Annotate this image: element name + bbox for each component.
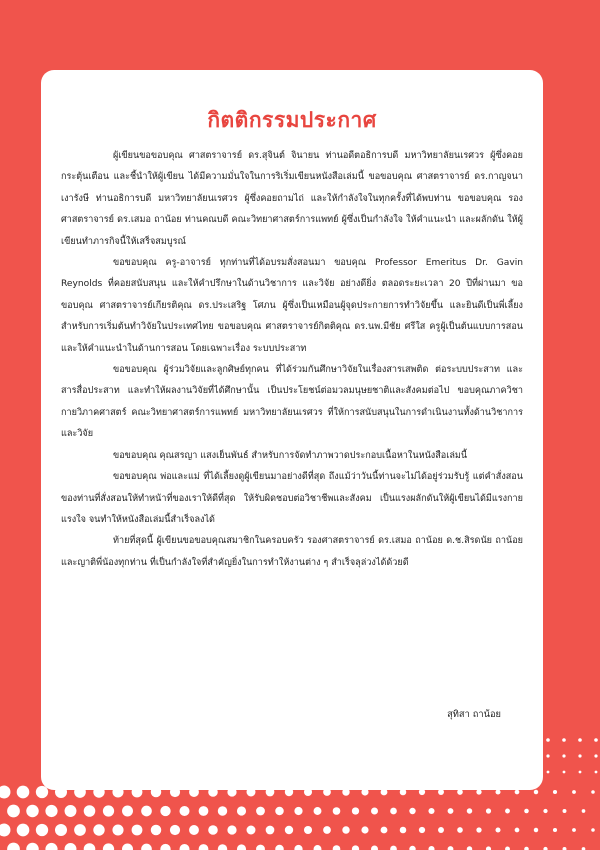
decorative-dot	[409, 808, 415, 814]
decorative-dot	[419, 827, 425, 833]
decorative-dot	[26, 843, 38, 850]
decorative-dot	[294, 845, 302, 850]
decorative-dot	[400, 827, 407, 834]
decorative-dot	[275, 807, 284, 816]
decorative-dot	[17, 786, 30, 799]
decorative-dot	[409, 846, 415, 850]
decorative-dot	[266, 826, 275, 835]
decorative-dot	[256, 807, 265, 816]
decorative-dot	[457, 827, 463, 833]
decorative-dot	[476, 789, 481, 794]
decorative-dot	[352, 845, 359, 850]
decorative-dot	[476, 827, 481, 832]
decorative-dot	[562, 738, 566, 742]
decorative-dot	[591, 790, 595, 794]
decorative-dot	[314, 845, 322, 850]
decorative-dot	[381, 827, 388, 834]
decorative-dot	[371, 846, 378, 850]
decorative-dot	[45, 805, 57, 817]
decorative-dot	[563, 771, 566, 774]
decorative-dot	[546, 738, 550, 742]
decorative-dot	[467, 846, 472, 850]
decorative-dot	[371, 808, 378, 815]
decorative-dot	[572, 828, 576, 832]
decorative-dot	[237, 806, 246, 815]
decorative-dot	[55, 824, 67, 836]
decorative-dot	[594, 738, 598, 742]
decorative-dot	[247, 826, 256, 835]
decorative-dot	[582, 809, 586, 813]
decorative-dot	[467, 808, 472, 813]
decorative-dot	[160, 806, 170, 816]
acknowledgement-body	[61, 146, 523, 574]
decorative-dot	[275, 845, 284, 850]
decorative-dot	[390, 846, 397, 850]
decorative-dot	[572, 790, 576, 794]
decorative-dot	[515, 790, 520, 795]
decorative-dot	[218, 806, 227, 815]
paragraph: ขอขอบคุณ ครู-อาจารย์ ทุกท่านที่ได้อบรมสั่งสอนมา ขอบคุณ Professor Emeritus Dr. Gavin Reynolds ที่คอยสนับสนุน และให้คำปรึกษาในด้านวิชาการ และวิจัย อย่างดียิ่ง ตลอดระยะเวลา 20 ปีที่ผ่านมา ขอขอบคุณ ศาสตราจารย์เกียรติคุณ ดร.ประเสริฐ โศภน ผู้ซึ่งเป็นเหมือนผู้จุดประกายการทำวิจัยขึ้น และยินดีเป็นพี่เลี้ยงสำหรับการเริ่มต้นทำวิจัยในประเทศไทย ขอขอบคุณ ศาสตราจารย์กิตติคุณ ดร.นพ.มีชัย ศรีใส ครูผู้เป็นต้นแบบการสอน และให้คำแนะนำในด้านการสอน โดยเฉพาะเรื่อง ระบบประสาท	[61, 258, 523, 354]
decorative-dot	[428, 846, 434, 850]
decorative-dot	[93, 824, 104, 835]
decorative-dot	[579, 771, 582, 774]
decorative-dot	[7, 843, 20, 850]
decorative-dot	[170, 825, 180, 835]
decorative-dot	[179, 844, 189, 850]
decorative-dot	[333, 845, 341, 850]
decorative-dot	[141, 806, 152, 817]
decorative-dot	[256, 845, 265, 850]
decorative-dot	[515, 828, 520, 833]
decorative-dot	[524, 809, 529, 814]
decorative-dot	[342, 826, 349, 833]
decorative-dot	[179, 806, 189, 816]
paragraph: ท้ายที่สุดนี้ ผู้เขียนขอขอบคุณสมาชิกในครอบครัว รองศาสตราจารย์ ดร.เสมอ ถาน้อย ด.ช.สิรดนัย ถาน้อย และญาติพี่น้องทุกท่าน ที่เป็นกำลังใจที่สำคัญยิ่งในการทำให้งานต่าง ๆ สำเร็จลุล่วงได้ด้วยดี	[61, 536, 523, 568]
decorative-dot	[237, 844, 246, 850]
decorative-dot	[199, 844, 209, 850]
decorative-dot	[543, 809, 547, 813]
decorative-dot	[84, 805, 96, 817]
decorative-dot	[189, 825, 199, 835]
decorative-dot	[218, 844, 227, 850]
paragraph: ผู้เขียนขอขอบคุณ ศาสตราจารย์ ดร.สุจินต์ จินายน ท่านอดีตอธิการบดี มหาวิทยาลัยนเรศวร ผู้ซึ่งคอยกระตุ้นเตือน และชี้นำให้ผู้เขียน ได้มีความมั่นใจในการริเริ่มเขียนหนังสือเล่มนี้ ขอขอบคุณ ศาสตราจารย์ ดร.กาญจนา เงารังษี ท่านอธิการบดี มหาวิทยาลัยนเรศวร ผู้ซึ่งคอยถามไถ่ และให้กำลังใจในทุกครั้งที่ได้พบท่าน ขอขอบคุณ รองศาสตราจารย์ ดร.เสมอ ถาน้อย ท่านคณบดี คณะวิทยาศาสตร์การแพทย์ ผู้ซึ่งเป็นกำลังใจ ให้คำแนะนำ และผลักดัน ให้ผู้เขียนทำภารกิจนี้ให้เสร็จสมบูรณ์	[61, 151, 523, 247]
decorative-dot	[0, 786, 10, 799]
decorative-dot	[103, 805, 114, 816]
decorative-dot	[65, 843, 77, 850]
decorative-dot	[578, 738, 582, 742]
decorative-dot	[534, 828, 538, 832]
decorative-dot	[26, 805, 38, 817]
decorative-dot	[65, 805, 77, 817]
decorative-dot	[457, 789, 463, 795]
author-signature: สุทิสา ถาน้อย	[447, 709, 501, 720]
decorative-dot	[333, 807, 341, 815]
decorative-dot	[553, 828, 557, 832]
page-title: กิตติกรรมประกาศ	[207, 108, 377, 132]
decorative-dot	[36, 824, 48, 836]
decorative-dot	[594, 754, 597, 757]
decorative-dot	[160, 844, 170, 850]
decorative-dot	[591, 828, 595, 832]
decorative-dot	[547, 771, 550, 774]
decorative-dot	[112, 824, 123, 835]
decorative-dot	[304, 826, 312, 834]
decorative-dot	[390, 808, 397, 815]
decorative-dot	[562, 754, 565, 757]
acknowledgement-card	[41, 70, 543, 790]
decorative-dot	[361, 826, 368, 833]
decorative-dot	[563, 809, 567, 813]
decorative-dot	[534, 790, 538, 794]
decorative-dot	[314, 807, 322, 815]
decorative-dot	[0, 824, 10, 837]
decorative-dot	[486, 846, 491, 850]
paragraph: ขอขอบคุณ พ่อและแม่ ที่ได้เลี้ยงดูผู้เขียนมาอย่างดีที่สุด ถึงแม้ว่าวันนี้ท่านจะไม่ได้อยู่ร่วมรับรู้ แต่คำสั่งสอนของท่านที่สั่งสอนให้ทำหน้าที่ของเราให้ดีที่สุด ให้รับผิดชอบต่อวิชาชีพและสังคม เป็นแรงผลักดันให้ผู้เขียนได้มีแรงกาย แรงใจ จนทำให้หนังสือเล่มนี้สำเร็จลงได้	[61, 472, 523, 525]
decorative-dot	[141, 844, 152, 850]
decorative-dot	[122, 844, 133, 850]
decorative-dot	[578, 754, 581, 757]
decorative-dot	[505, 847, 510, 850]
decorative-dot	[438, 827, 444, 833]
decorative-dot	[553, 790, 557, 794]
decorative-dot	[84, 843, 96, 850]
decorative-dot	[505, 809, 510, 814]
decorative-dot	[122, 806, 133, 817]
decorative-dot	[103, 843, 114, 850]
decorative-dot	[448, 808, 454, 814]
decorative-dot	[7, 805, 20, 818]
decorative-dot	[448, 846, 454, 850]
decorative-dot	[17, 824, 30, 837]
decorative-dot	[352, 807, 359, 814]
decorative-dot	[151, 825, 162, 836]
decorative-dot	[428, 808, 434, 814]
decorative-dot	[495, 789, 500, 794]
decorative-dot	[45, 843, 57, 850]
decorative-dot	[74, 824, 86, 836]
decorative-dot	[323, 826, 331, 834]
decorative-dot	[495, 827, 500, 832]
paragraph: ขอขอบคุณ ผู้ร่วมวิจัยและลูกศิษย์ทุกคน ที่ได้ร่วมกันศึกษาวิจัยในเรื่องสารเสพติด ต่อระบบประสาท และสารสื่อประสาท และทำให้ผลงานวิจัยที่ได้ศึกษานั้น เป็นประโยชน์ต่อมวลมนุษยชาติและสังคมต่อไป ขอบคุณภาควิชากายวิภาคศาสตร์ คณะวิทยาศาสตร์การแพทย์ มหาวิทยาลัยนเรศวร ที่ให้การสนับสนุนในการดำเนินงานทั้งด้านวิชาการและวิจัย	[61, 365, 523, 440]
decorative-dot	[546, 754, 549, 757]
decorative-dot	[285, 826, 293, 834]
decorative-dot	[595, 771, 598, 774]
decorative-dot	[199, 806, 209, 816]
paragraph: ขอขอบคุณ คุณสรญา แสงเย็นพันธ์ สำหรับการจัดทำภาพวาดประกอบเนื้อหาในหนังสือเล่มนี้	[113, 450, 468, 461]
decorative-dot	[294, 807, 302, 815]
decorative-dot	[208, 825, 218, 835]
decorative-dot	[227, 825, 236, 834]
decorative-dot	[486, 808, 491, 813]
decorative-dot	[132, 825, 143, 836]
